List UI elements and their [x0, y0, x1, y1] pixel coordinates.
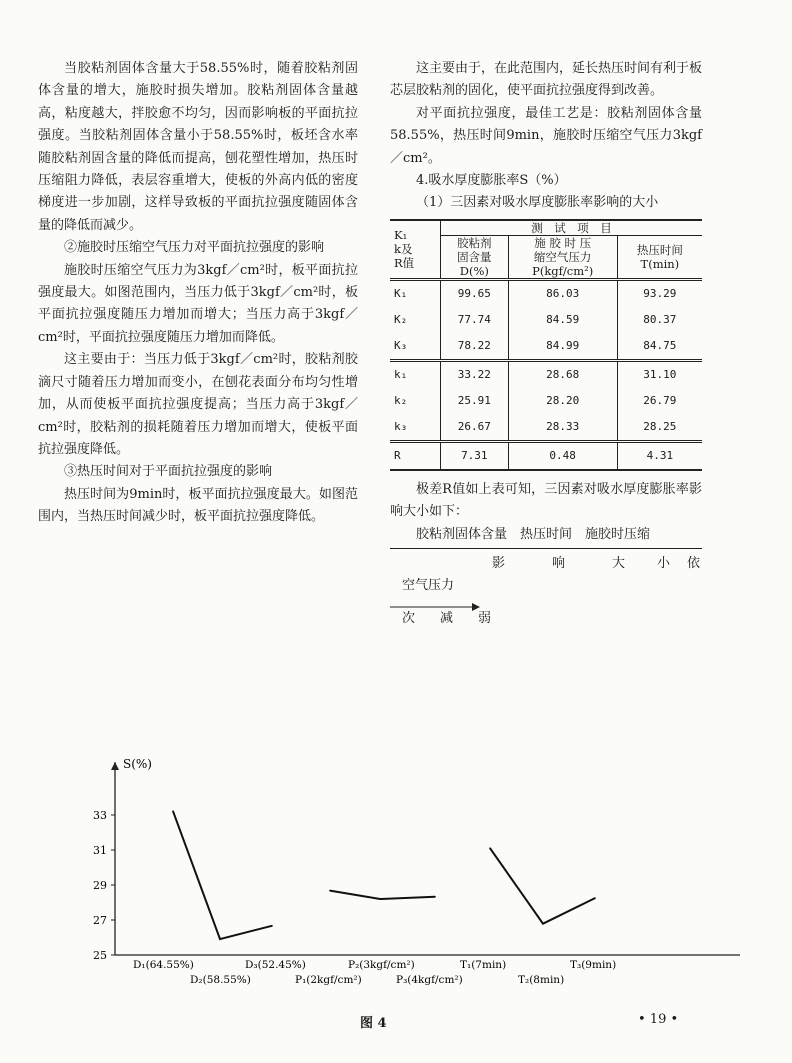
data-point: [542, 923, 544, 925]
table-row: K₃ 78.22 84.99 84.75: [390, 333, 702, 361]
data-point: [489, 847, 491, 849]
table-row: k₃ 26.67 28.33 28.25: [390, 414, 702, 442]
paragraph: 施胶时压缩空气压力为3kgf／cm²时，板平面抗拉强度最大。如图范围内，当压力低于3kgf／cm²时，板平面抗拉强度随压力增加而增大；当压力高于3kgf／cm²时，平面抗拉强度随压力增加而降低。: [38, 262, 358, 345]
y-tick-label: 25: [93, 949, 107, 962]
table-row: k₁ 33.22 28.68 31.10: [390, 360, 702, 388]
paragraph: 极差R值如上表可知，三因素对吸水厚度膨胀率影响大小如下：: [390, 481, 702, 520]
y-tick-label: 31: [93, 844, 107, 857]
data-point: [594, 897, 596, 899]
y-axis-ticks: [93, 809, 115, 962]
col-header-d: 胶粘剂 固含量 D(%): [441, 235, 509, 279]
ranking-arrow: [390, 598, 702, 608]
figure-caption: 图 4: [360, 1016, 387, 1031]
y-tick-label: 33: [93, 809, 107, 822]
table-row: k₂ 25.91 28.20 26.79: [390, 388, 702, 414]
paragraph: 当胶粘剂固体含量大于58.55%时，随着胶粘剂固体含量的增大，施胶时损失增加。胶粘剂固体含量越高，粘度越大，拌胶愈不均匀，因而影响板的平面抗拉强度。当胶粘剂固体含量小于58.55%时，板坯含水率随胶粘剂固含量的降低而提高，刨花塑性增加，热压时压缩阻力降低，表层容重增大，使板的外高内低的密度梯度进一步加剧，这样导致板的平面抗拉强度随固体含量的降低而减少。: [38, 61, 358, 233]
x-tick-label: P₃(4kgf/cm²): [396, 974, 463, 986]
ranking-line: 胶粘剂固体含量 热压时间 施胶时压缩: [416, 526, 651, 542]
x-tick-label: P₂(3kgf/cm²): [348, 959, 415, 971]
y-tick-label: 27: [93, 914, 107, 927]
series-line-p: [330, 891, 435, 899]
swelling-chart: [40, 740, 760, 1000]
table-row: K₁ 99.65 86.03 93.29: [390, 279, 702, 307]
x-tick-label: D₃(52.45%): [245, 959, 306, 971]
table-row: K₂ 77.74 84.59 80.37: [390, 307, 702, 333]
range-analysis-table: [390, 219, 702, 471]
paragraph: 对平面抗拉强度，最佳工艺是：胶粘剂固体含量58.55%，热压时间9min，施胶时压缩空气压力3kgf／cm²。: [390, 105, 702, 166]
y-axis-label: S(%): [123, 757, 152, 771]
series-line-t: [490, 848, 595, 924]
x-tick-label: T₂(8min): [518, 974, 565, 986]
paragraph: （1）三因素对吸水厚度膨胀率影响的大小: [416, 195, 659, 211]
x-tick-label: T₃(9min): [570, 959, 617, 971]
col-header-p: 施 胶 时 压 缩空气压力 P(kgf/cm²): [508, 235, 617, 279]
paragraph: 这主要由于，在此范围内，延长热压时间有利于板芯层胶粘剂的固化，使平面抗拉强度得到改善。: [390, 61, 703, 99]
y-tick-label: 29: [93, 879, 107, 892]
chart-axes: [111, 757, 740, 955]
page-number: • 19 •: [638, 1012, 679, 1027]
table-row: R 7.31 0.48 4.31: [390, 441, 702, 470]
series-line-d: [173, 811, 272, 939]
y-axis-arrow: [111, 762, 119, 770]
ranking-mid: 影 响 大 小 依: [491, 556, 702, 572]
x-tick-label: T₁(7min): [460, 959, 507, 971]
x-tick-label: D₁(64.55%): [133, 959, 194, 971]
section-heading-pressure: ②施胶时压缩空气压力对平面抗拉强度的影响: [64, 240, 325, 256]
table-corner: K₁ k及 R值: [390, 220, 441, 280]
data-point: [434, 896, 436, 898]
ranking-tail: 次 减 弱: [402, 610, 498, 626]
x-axis-labels: [133, 959, 616, 986]
ranking-line2: 空气压力: [402, 578, 455, 594]
section-heading-swelling: 4.吸水厚度膨胀率S（%）: [416, 173, 567, 189]
data-point: [219, 938, 221, 940]
table-group-header: 测 试 项 目: [441, 220, 703, 236]
left-column: [38, 58, 358, 529]
ranking-rule: [390, 548, 702, 549]
paragraph: 这主要由于：当压力低于3kgf／cm²时，胶粘剂胶滴尺寸随着压力增加而变小，在刨花表面分布均匀性增加，从而使板平面抗拉强度提高；当压力高于3kgf／cm²时，胶粘剂的损耗随着压力增加而增大，使板平面抗拉强度降低。: [38, 352, 358, 457]
data-point: [271, 925, 273, 927]
chart-series: [172, 810, 596, 940]
paragraph: 热压时间为9min时，板平面抗拉强度最大。如图范围内，当热压时间减少时，板平面抗拉强度降低。: [38, 486, 358, 525]
x-tick-label: P₁(2kgf/cm²): [295, 974, 362, 986]
right-column: [390, 58, 702, 630]
data-point: [172, 810, 174, 812]
data-point: [329, 890, 331, 892]
data-point: [379, 898, 381, 900]
section-heading-time: ③热压时间对于平面抗拉强度的影响: [64, 464, 273, 480]
col-header-t: 热压时间 T(min): [636, 242, 683, 271]
x-tick-label: D₂(58.55%): [190, 974, 251, 986]
